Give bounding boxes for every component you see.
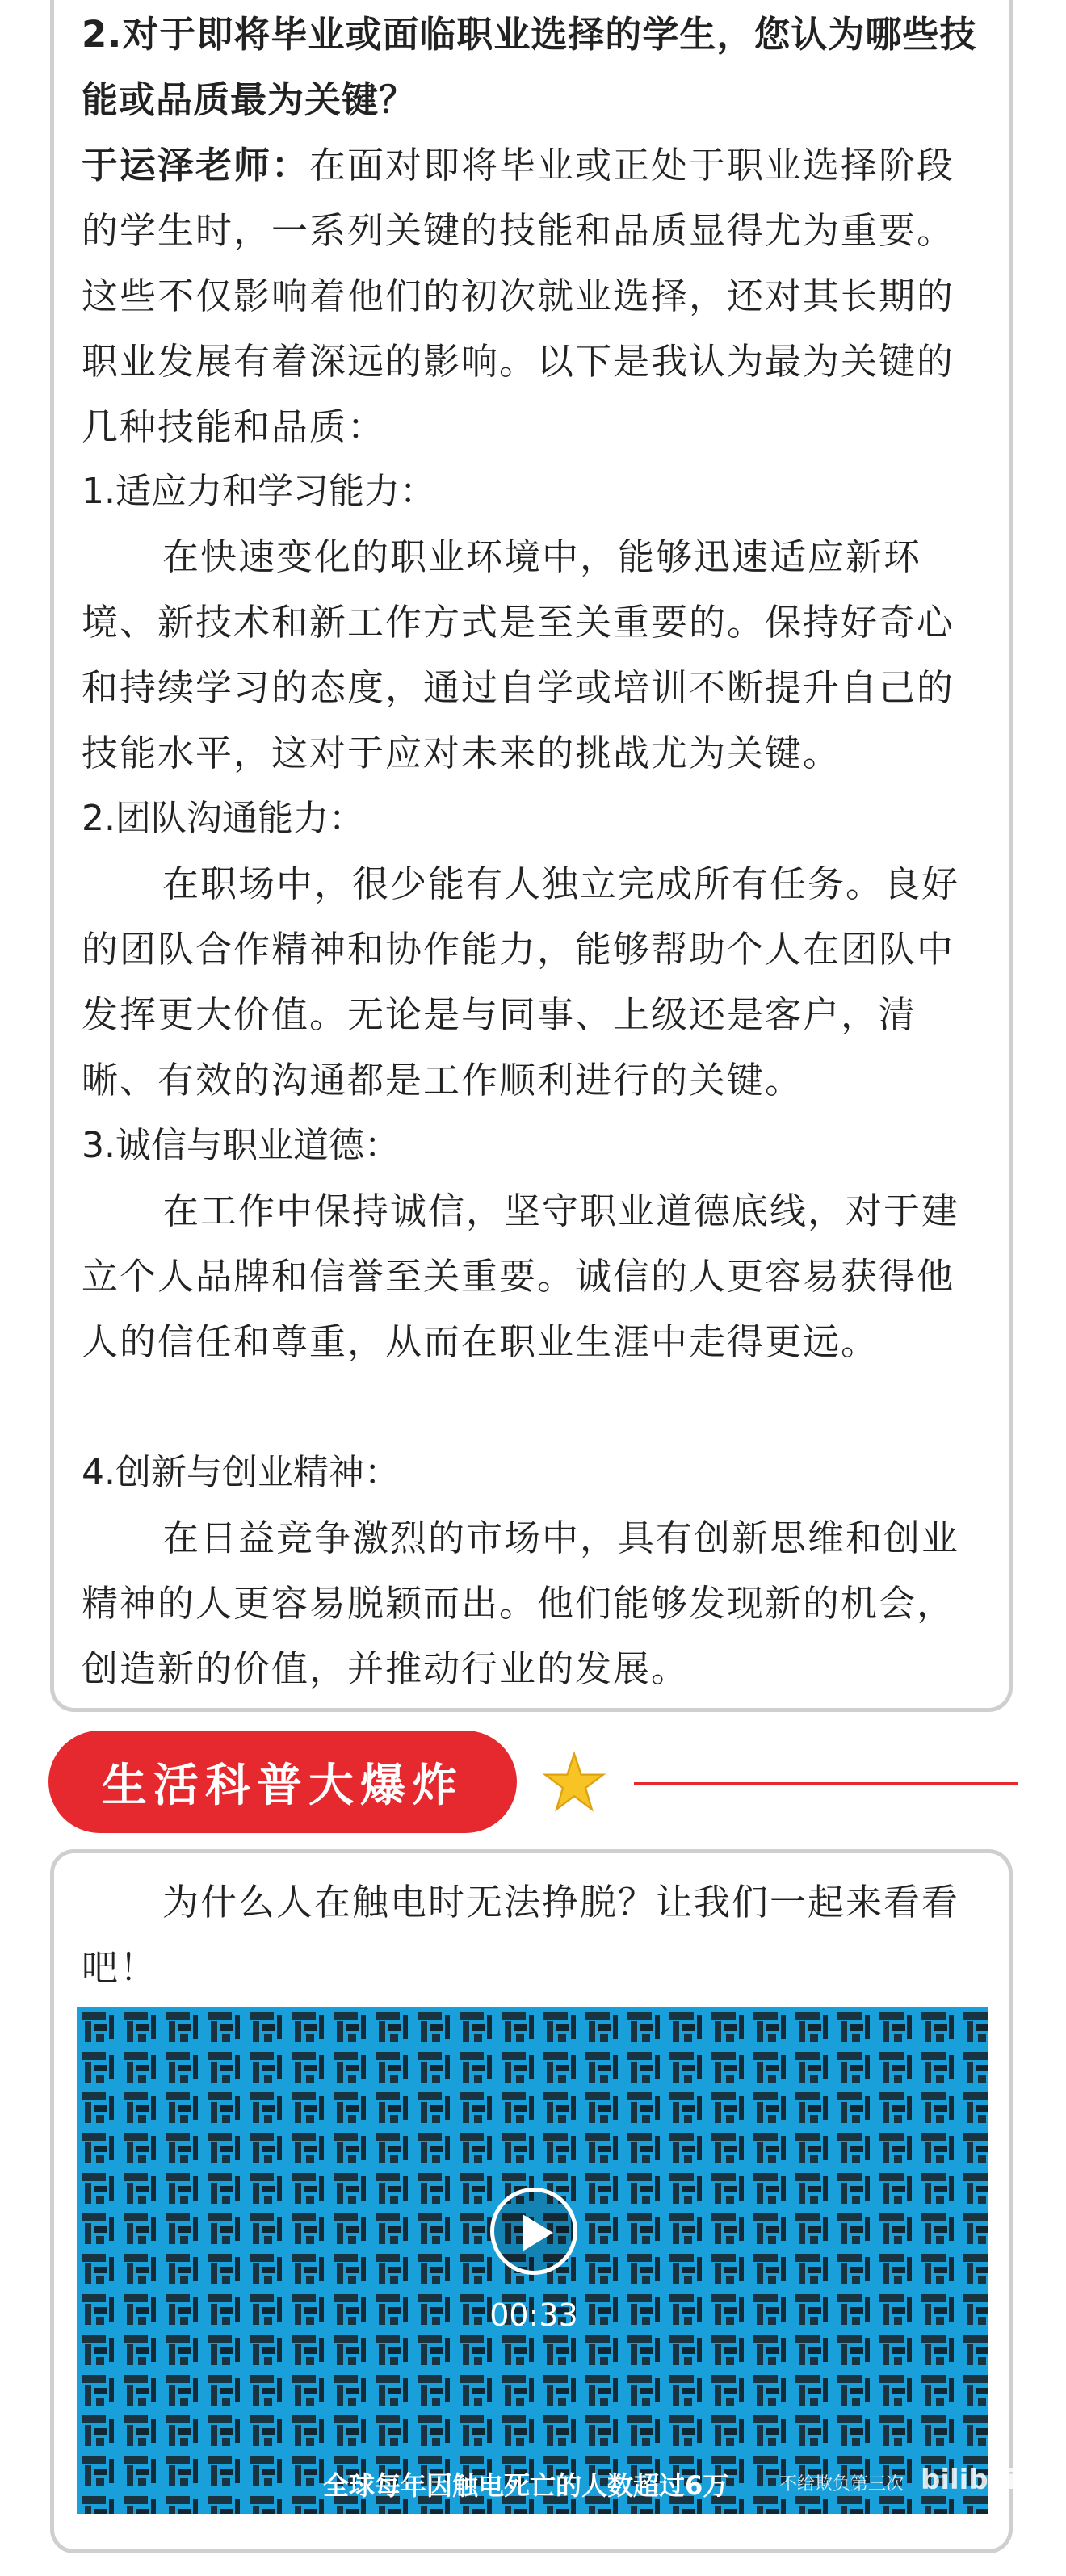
play-button[interactable] (490, 2188, 577, 2275)
point-4-title: 4.创新与创业精神： (82, 1452, 400, 1493)
science-card (50, 1849, 1017, 2553)
point-3-body: 在工作中保持诚信，坚守职业道德底线，对于建立个人品牌和信誉至关重要。诚信的人更容易获得他人的信任和尊重，从而在职业生涯中走得更远。 (82, 1189, 960, 1363)
interview-card (50, 0, 1013, 1712)
answer-intro-text: 在面对即将毕业或正处于职业选择阶段的学生时，一系列关键的技能和品质显得尤为重要。这些不仅影响着他们的初次就业选择，还对其长期的职业发展有着深远的影响。以下是我认为最为关键的几种技能和品质： (82, 144, 955, 448)
play-icon (519, 2213, 555, 2253)
teacher-name: 于运泽老师： (82, 144, 310, 187)
point-4-body: 在日益竞争激烈的市场中，具有创新思维和创业精神的人更容易脱颖而出。他们能够发现新的机会，创造新的价值，并推动行业的发展。 (82, 1517, 960, 1690)
question-heading: 2.对于即将毕业或面临职业选择的学生，您认为哪些技能或品质最为关键？ (82, 13, 977, 121)
star-icon (543, 1751, 606, 1814)
point-1-body: 在快速变化的职业环境中，能够迅速适应新环境、新技术和新工作方式是至关重要的。保持好奇心和持续学习的态度，通过自学或培训不断提升自己的技能水平，这对于应对未来的挑战尤为关键。 (82, 535, 955, 774)
point-2-body: 在职场中，很少能有人独立完成所有任务。良好的团队合作精神和协作能力，能够帮助个人在团队中发挥更大价值。无论是与同事、上级还是客户，清晰、有效的沟通都是工作顺利进行的关键。 (82, 862, 960, 1101)
section-intro: 为什么人在触电时无法挣脱？让我们一起来看看吧！ (82, 1881, 960, 1989)
video-watermark-text: 不给欺负第三次 (779, 2474, 904, 2494)
answer-intro (82, 132, 986, 459)
point-3-title: 3.诚信与职业道德： (82, 1125, 400, 1166)
video-caption: 全球每年因触电死亡的人数超过6万 (323, 2470, 729, 2501)
point-2-title: 2.团队沟通能力： (82, 798, 364, 839)
video-duration: 00:33 (489, 2297, 578, 2333)
section-title: 生活科普大爆炸 (48, 1731, 517, 1833)
video-player[interactable] (77, 2007, 1017, 2514)
point-1-title: 1.适应力和学习能力： (82, 471, 435, 512)
section-divider-line (634, 1782, 1018, 1785)
bilibili-logo: bilibili (921, 2464, 1017, 2496)
